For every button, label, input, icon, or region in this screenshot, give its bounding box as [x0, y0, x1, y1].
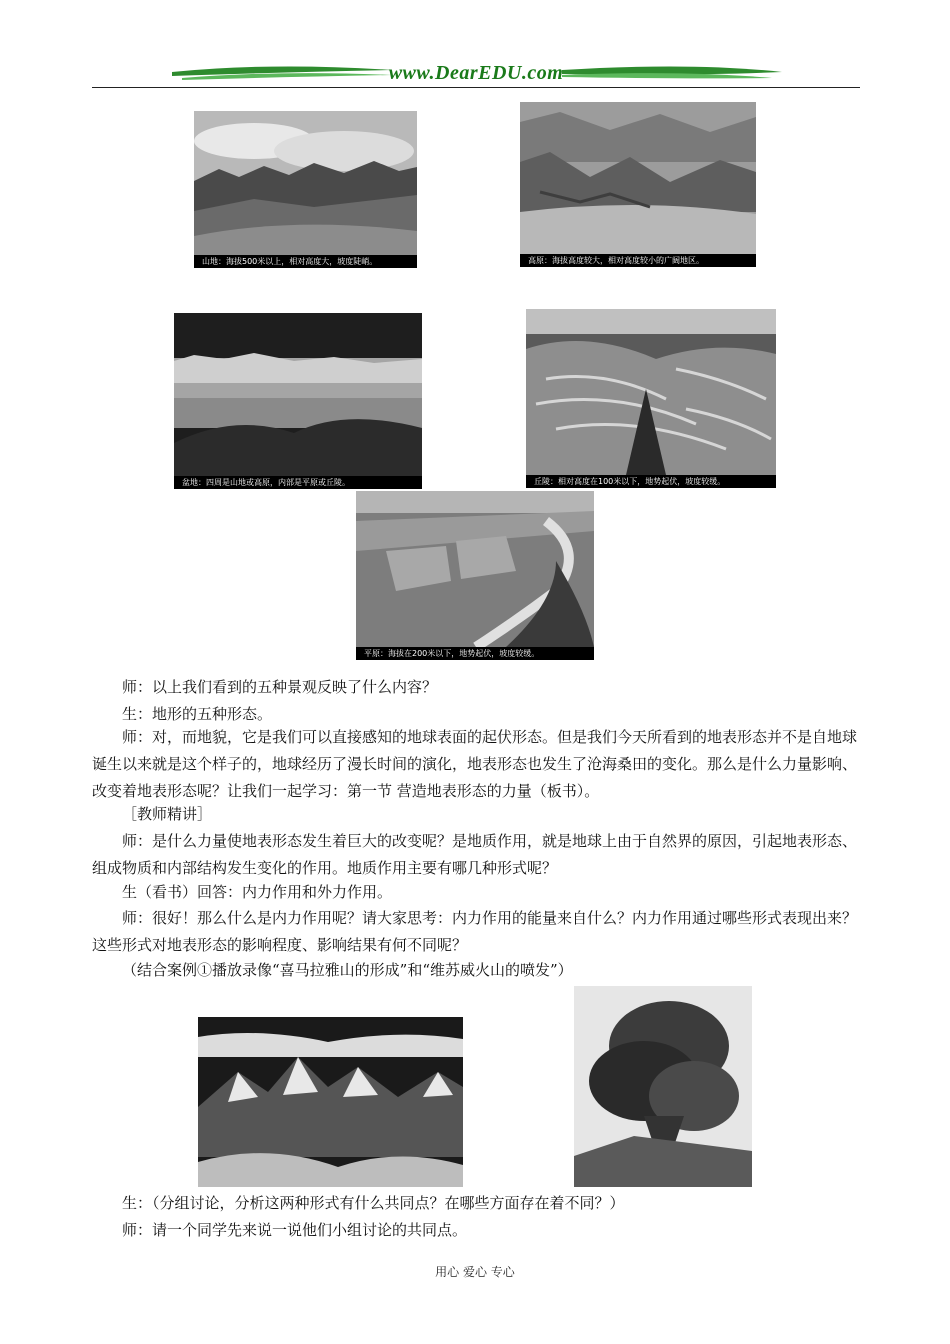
case-video-note: （结合案例①播放录像“喜马拉雅山的形成”和“维苏威火山的喷发”）: [122, 961, 573, 979]
dialogue-teacher-geologic-action: 师：是什么力量使地表形态发生着巨大的改变呢？是地质作用，就是地球上由于自然界的原因，引起地表形态、组成物质和内部结构发生变化的作用。地质作用主要有哪几种形式呢？: [92, 832, 858, 877]
section-label-teacher-lecture: ［教师精讲］: [122, 805, 213, 823]
plateau-caption: 高原：海拔高度较大，相对高度较小的广阔地区。: [520, 254, 756, 267]
mountain-caption: 山地：海拔500米以上，相对高度大，坡度陡峭。: [194, 255, 417, 268]
hills-photo: [526, 309, 776, 488]
site-header: [92, 58, 860, 90]
plateau-photo: [520, 102, 756, 267]
dialogue-teacher-question: 师：以上我们看到的五种景观反映了什么内容？: [122, 678, 438, 696]
site-logo[interactable]: www.DearEDU.com: [388, 62, 564, 84]
vesuvius-eruption-photo: [574, 986, 752, 1187]
page-footer: 用心 爱心 专心: [435, 1265, 515, 1279]
basin-photo: [174, 313, 422, 489]
himalaya-photo: [198, 1017, 463, 1187]
dialogue-teacher-explanation: 师：对，而地貌，它是我们可以直接感知的地球表面的起伏形态。但是我们今天所看到的地表形态并不是自地球诞生以来就是这个样子的，地球经历了漫长时间的演化，地表形态也发生了沧海桑田的变化。那么是什么力量影响、改变着地表形态呢？让我们一起学习：第一节 营造地表形态的力量（板书）。: [92, 728, 858, 800]
plain-caption: 平原：海拔在200米以下，地势起伏，坡度较缓。: [356, 647, 594, 660]
dialogue-teacher-request: 师：请一个同学先来说一说他们小组讨论的共同点。: [122, 1221, 468, 1239]
plain-photo: [356, 491, 594, 660]
dialogue-student-answer: 生：地形的五种形态。: [122, 705, 273, 723]
dialogue-student-group-discussion: 生：（分组讨论，分析这两种形式有什么共同点？在哪些方面存在着不同？）: [122, 1194, 625, 1212]
hills-caption: 丘陵：相对高度在100米以下，地势起伏，坡度较缓。: [526, 475, 776, 488]
mountain-photo: [194, 111, 417, 268]
dialogue-student-reading: 生（看书）回答：内力作用和外力作用。: [122, 883, 393, 901]
basin-caption: 盆地：四周是山地或高原，内部是平原或丘陵。: [174, 476, 422, 489]
header-divider: [92, 87, 860, 88]
dialogue-teacher-internal-force: 师：很好！那么什么是内力作用呢？请大家思考：内力作用的能量来自什么？内力作用通过哪些形式表现出来？这些形式对地表形态的影响程度、影响结果有何不同呢？: [92, 909, 858, 954]
